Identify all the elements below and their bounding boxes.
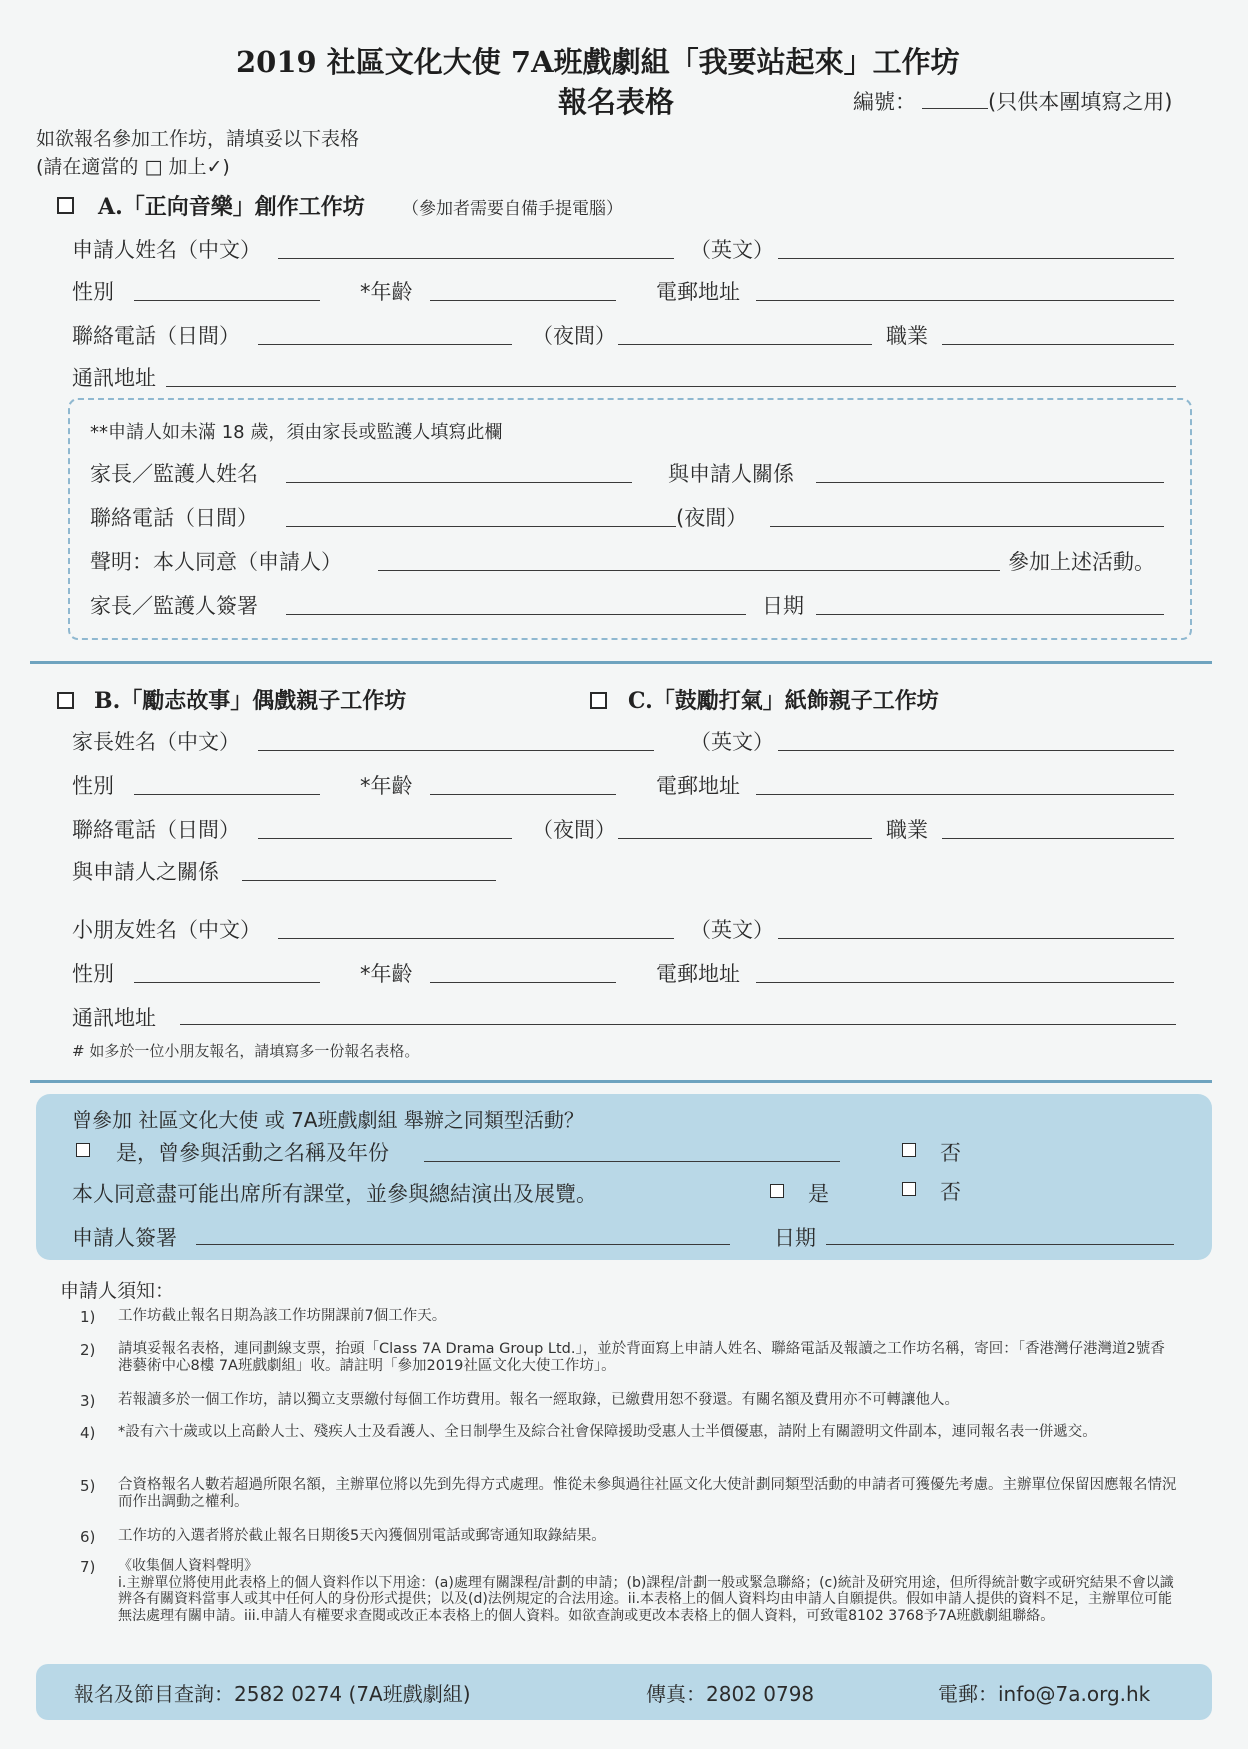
guardian-declare-end: 參加上述活動。 bbox=[1008, 550, 1155, 574]
applicant-date-input[interactable] bbox=[826, 1244, 1174, 1245]
guardian-relation-input[interactable] bbox=[816, 482, 1164, 483]
child-name-cn-label: 小朋友姓名（中文） bbox=[72, 918, 261, 942]
applicant-phone-night-input[interactable] bbox=[618, 344, 872, 345]
section-divider-2 bbox=[30, 1080, 1212, 1083]
applicant-occupation-input[interactable] bbox=[942, 344, 1174, 345]
applicant-signature-label: 申請人簽署 bbox=[72, 1226, 177, 1250]
footer-enquiry: 報名及節目查詢：2582 0274 (7A班戲劇組) bbox=[74, 1682, 471, 1706]
parent-phone-night-input[interactable] bbox=[618, 838, 872, 839]
parent-age-label: *年齡 bbox=[360, 774, 413, 798]
workshop-b-title: B.「勵志故事」偶戲親子工作坊 bbox=[94, 688, 407, 714]
parent-gender-label: 性別 bbox=[72, 774, 114, 798]
applicant-signature-input[interactable] bbox=[196, 1244, 730, 1245]
attendance-yes-label: 是 bbox=[808, 1182, 829, 1206]
applicant-email-input[interactable] bbox=[756, 300, 1174, 301]
workshop-b-checkbox[interactable] bbox=[57, 692, 74, 709]
note-2-number: 2) bbox=[80, 1341, 96, 1359]
note-6-text: 工作坊的入選者將於截止報名日期後5天內獲個別電話或郵寄通知取錄結果。 bbox=[118, 1528, 606, 1544]
intro-instruction: (請在適當的 □ 加上✓) bbox=[36, 156, 230, 178]
workshop-c-title: C.「鼓勵打氣」紙飾親子工作坊 bbox=[628, 688, 939, 714]
applicant-name-cn-label: 申請人姓名（中文） bbox=[72, 238, 261, 262]
applicant-phone-day-label: 聯絡電話（日間） bbox=[72, 324, 240, 348]
applicant-name-en-label: （英文） bbox=[690, 238, 774, 262]
guardian-phone-night-label: (夜間） bbox=[676, 506, 748, 530]
child-email-label: 電郵地址 bbox=[656, 962, 740, 986]
guardian-declare-input[interactable] bbox=[378, 570, 1000, 571]
serial-label: 編號： bbox=[853, 90, 916, 114]
guardian-signature-input[interactable] bbox=[286, 614, 746, 615]
applicant-address-input[interactable] bbox=[166, 386, 1176, 387]
child-address-input[interactable] bbox=[180, 1024, 1176, 1025]
note-4-number: 4) bbox=[80, 1424, 96, 1442]
prior-activity-no-label: 否 bbox=[940, 1141, 961, 1165]
applicant-name-en-input[interactable] bbox=[778, 258, 1174, 259]
child-name-cn-input[interactable] bbox=[278, 938, 674, 939]
section-divider-1 bbox=[30, 661, 1212, 664]
attendance-consent-text: 本人同意盡可能出席所有課堂，並參與總結演出及展覽。 bbox=[72, 1182, 597, 1206]
guardian-declare-label: 聲明：本人同意（申請人） bbox=[90, 550, 342, 574]
guardian-relation-label: 與申請人關係 bbox=[668, 462, 794, 486]
parent-email-label: 電郵地址 bbox=[656, 774, 740, 798]
child-address-label: 通訊地址 bbox=[72, 1006, 156, 1030]
parent-age-input[interactable] bbox=[430, 794, 616, 795]
note-7-number: 7) bbox=[80, 1558, 96, 1576]
footer-fax: 傳真：2802 0798 bbox=[646, 1682, 815, 1706]
form-subtitle: 報名表格 bbox=[558, 85, 675, 119]
note-6-number: 6) bbox=[80, 1528, 96, 1546]
child-name-en-label: （英文） bbox=[690, 918, 774, 942]
serial-input[interactable] bbox=[922, 108, 988, 109]
parent-name-cn-label: 家長姓名（中文） bbox=[72, 730, 240, 754]
note-3-text: 若報讀多於一個工作坊，請以獨立支票繳付每個工作坊費用。報名一經取錄，已繳費用恕不發還。有關名額及費用亦不可轉讓他人。 bbox=[118, 1392, 959, 1408]
guardian-signature-label: 家長／監護人簽署 bbox=[90, 594, 258, 618]
guardian-name-input[interactable] bbox=[286, 482, 632, 483]
applicant-address-label: 通訊地址 bbox=[72, 366, 156, 390]
applicant-email-label: 電郵地址 bbox=[656, 280, 740, 304]
parent-name-cn-input[interactable] bbox=[258, 750, 654, 751]
guardian-name-label: 家長／監護人姓名 bbox=[90, 462, 258, 486]
child-age-label: *年齡 bbox=[360, 962, 413, 986]
applicant-date-label: 日期 bbox=[774, 1226, 816, 1250]
parent-gender-input[interactable] bbox=[134, 794, 320, 795]
attendance-no-checkbox[interactable] bbox=[902, 1182, 916, 1196]
guardian-heading: **申請人如未滿 18 歲，須由家長或監護人填寫此欄 bbox=[90, 422, 503, 443]
workshop-c-checkbox[interactable] bbox=[590, 692, 607, 709]
applicant-gender-input[interactable] bbox=[134, 300, 320, 301]
child-age-input[interactable] bbox=[430, 982, 616, 983]
parent-name-en-label: （英文） bbox=[690, 730, 774, 754]
attendance-yes-checkbox[interactable] bbox=[770, 1184, 784, 1198]
applicant-phone-day-input[interactable] bbox=[258, 344, 512, 345]
parent-occupation-input[interactable] bbox=[942, 838, 1174, 839]
applicant-phone-night-label: （夜間） bbox=[532, 324, 616, 348]
child-gender-input[interactable] bbox=[134, 982, 320, 983]
applicant-gender-label: 性別 bbox=[72, 280, 114, 304]
workshop-a-checkbox[interactable] bbox=[57, 197, 74, 214]
note-1-text: 工作坊截止報名日期為該工作坊開課前7個工作天。 bbox=[118, 1308, 447, 1324]
parent-relation-label: 與申請人之關係 bbox=[72, 860, 219, 884]
attendance-no-label: 否 bbox=[940, 1180, 961, 1204]
guardian-date-input[interactable] bbox=[816, 614, 1164, 615]
footer-email[interactable]: 電郵：info@7a.org.hk bbox=[938, 1682, 1151, 1706]
guardian-phone-day-label: 聯絡電話（日間） bbox=[90, 506, 258, 530]
note-5-number: 5) bbox=[80, 1477, 96, 1495]
prior-activity-no-checkbox[interactable] bbox=[902, 1143, 916, 1157]
child-gender-label: 性別 bbox=[72, 962, 114, 986]
applicant-name-cn-input[interactable] bbox=[278, 258, 674, 259]
note-2-text: 請填妥報名表格，連同劃線支票，抬頭「Class 7A Drama Group Ltd.」，並於背面寫上申請人姓名、聯絡電話及報讀之工作坊名稱，寄回：「香港灣仔港灣道2號香港藝術中心8樓 7A班戲劇組」收。請註明「參加2019社區文化大使工作坊」。 bbox=[118, 1341, 1165, 1374]
note-4-text: *設有六十歲或以上高齡人士、殘疾人士及看護人、全日制學生及綜合社會保障援助受惠人士半價優惠，請附上有關證明文件副本，連同報名表一併遞交。 bbox=[118, 1424, 1097, 1440]
note-1-number: 1) bbox=[80, 1308, 96, 1326]
workshop-a-note: （參加者需要自備手提電腦） bbox=[402, 199, 623, 219]
guardian-phone-day-input[interactable] bbox=[286, 526, 676, 527]
prior-activity-yes-label: 是，曾參與活動之名稱及年份 bbox=[116, 1141, 389, 1165]
note-3-number: 3) bbox=[80, 1392, 96, 1410]
workshop-a-title: A.「正向音樂」創作工作坊 bbox=[98, 194, 365, 220]
note-7-text: 《收集個人資料聲明》 i.主辦單位將使用此表格上的個人資料作以下用途：(a)處理有關課程/計劃的申請；(b)課程/計劃一般或緊急聯絡；(c)統計及研究用途，但所得統計數字或研究結果不會以識辨各有關資料當事人或其中任何人的身份形式提供；以及(d)法例規定的合法用途。ii.本表格上的個人資料均由申請人自願提供。假如申請人提供的資料不足，主辦單位可能無法處理有關申請。iii.申請人有權要求查閱或改正本表格上的個人資料。如欲查詢或更改本表格上的個人資料，可致電8102 3768予7A班戲劇組聯絡。 bbox=[118, 1558, 1174, 1624]
child-note: # 如多於一位小朋友報名，請填寫多一份報名表格。 bbox=[72, 1042, 420, 1060]
parent-relation-input[interactable] bbox=[242, 880, 496, 881]
serial-note: (只供本團填寫之用) bbox=[988, 90, 1173, 114]
form-title: 2019 社區文化大使 7A班戲劇組「我要站起來」工作坊 bbox=[236, 45, 960, 79]
prior-activity-yes-checkbox[interactable] bbox=[76, 1143, 90, 1157]
note-5-text: 合資格報名人數若超過所限名額，主辦單位將以先到先得方式處理。惟從未參與過往社區文化大使計劃同類型活動的申請者可獲優先考慮。主辦單位保留因應報名情況而作出調動之權利。 bbox=[118, 1477, 1177, 1510]
guardian-date-label: 日期 bbox=[762, 594, 804, 618]
parent-phone-day-label: 聯絡電話（日間） bbox=[72, 818, 240, 842]
intro-text: 如欲報名參加工作坊，請填妥以下表格 bbox=[36, 128, 360, 150]
prior-activity-question: 曾參加 社區文化大使 或 7A班戲劇組 舉辦之同類型活動？ bbox=[72, 1108, 584, 1132]
parent-name-en-input[interactable] bbox=[778, 750, 1174, 751]
guardian-phone-night-input[interactable] bbox=[770, 526, 1164, 527]
applicant-age-label: *年齡 bbox=[360, 280, 413, 304]
child-name-en-input[interactable] bbox=[778, 938, 1174, 939]
parent-phone-day-input[interactable] bbox=[258, 838, 512, 839]
applicant-age-input[interactable] bbox=[430, 300, 616, 301]
applicant-occupation-label: 職業 bbox=[886, 324, 928, 348]
parent-occupation-label: 職業 bbox=[886, 818, 928, 842]
child-email-input[interactable] bbox=[756, 982, 1174, 983]
parent-email-input[interactable] bbox=[756, 794, 1174, 795]
parent-phone-night-label: （夜間） bbox=[532, 818, 616, 842]
notes-heading: 申請人須知： bbox=[60, 1280, 175, 1302]
prior-activity-input[interactable] bbox=[424, 1161, 840, 1162]
